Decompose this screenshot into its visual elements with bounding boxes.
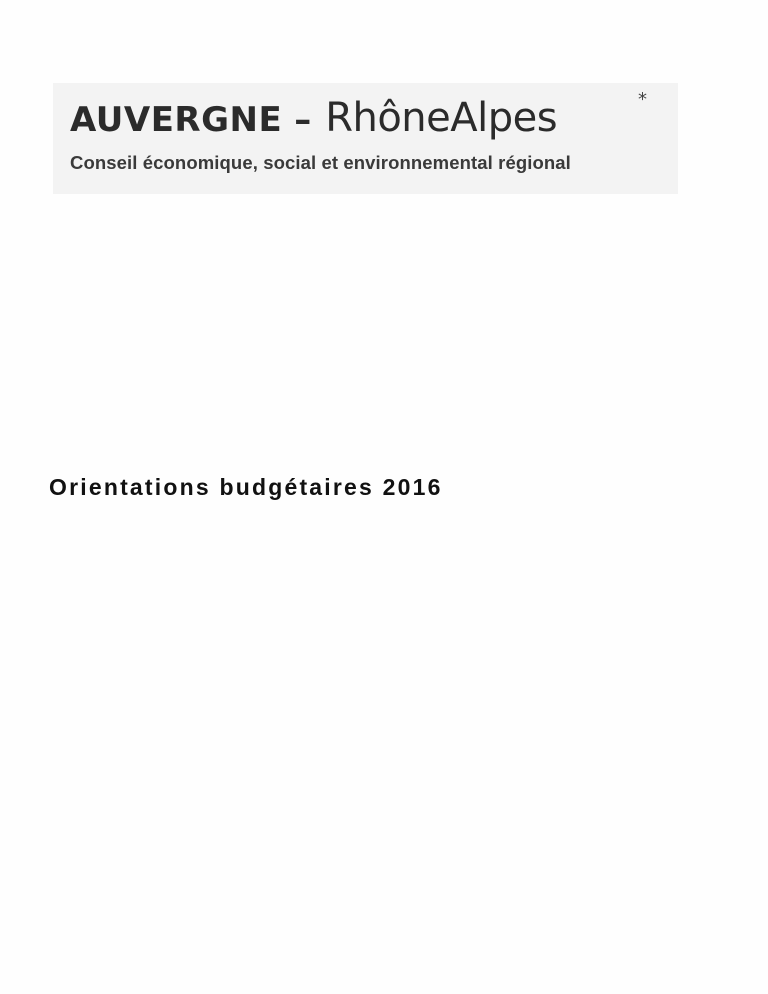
logo-asterisk: * bbox=[638, 89, 647, 110]
logo-subtitle: Conseil économique, social et environnemental régional bbox=[70, 152, 571, 173]
logo-panel bbox=[53, 83, 678, 194]
logo-region-part2: RhôneAlpes bbox=[325, 95, 558, 141]
document-title: Orientations budgétaires 2016 bbox=[49, 474, 443, 500]
logo-wordmark bbox=[70, 95, 557, 145]
logo-region-part1: AUVERGNE bbox=[70, 100, 283, 140]
logo-dash: – bbox=[294, 100, 312, 140]
